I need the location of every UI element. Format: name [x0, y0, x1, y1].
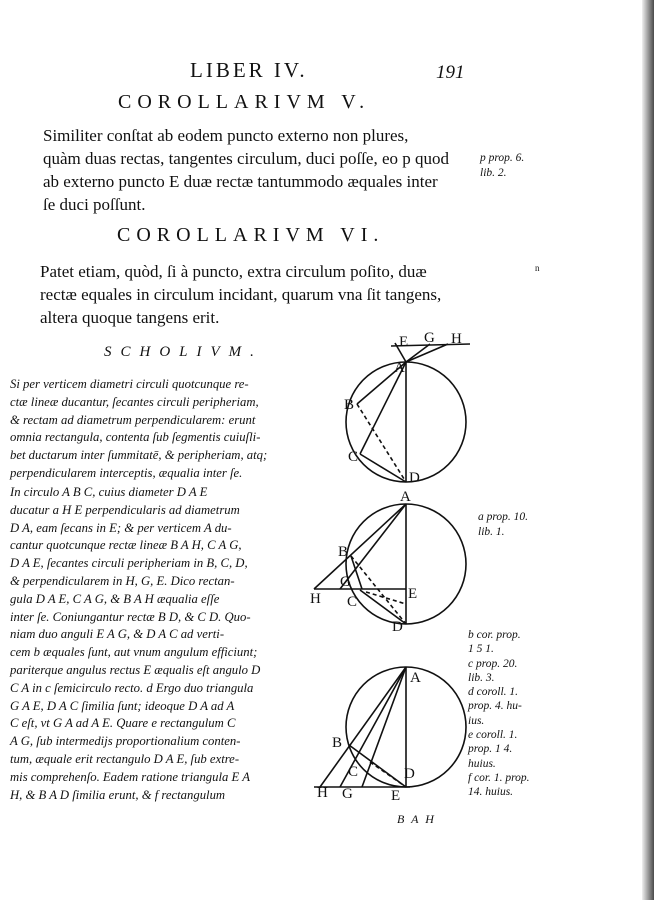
margin-line: prop. 1 4.: [468, 743, 513, 756]
figure-2: [314, 504, 466, 624]
margin-line: ius.: [468, 714, 485, 727]
text-line: inter ſe. Coniungantur rectæ B D, & C D. Quo-: [10, 609, 251, 624]
margin-line: lib. 2.: [480, 167, 507, 179]
fig2-label-a: A: [400, 489, 411, 505]
text-line: cantur quotcunque rectæ lineæ B A H, C A G,: [10, 538, 242, 553]
figure-1: [346, 343, 470, 482]
text-line: Patet etiam, quòd, ſi à puncto, extra circulum poſito, duæ: [40, 262, 427, 281]
text-line: perpendicularem interceptis, æqualia inter ſe.: [10, 465, 243, 480]
text-line: Si per verticem diametri circuli quotcunque re-: [10, 377, 249, 391]
fig3-label-b: B: [332, 735, 343, 751]
margin-line: f cor. 1. prop.: [468, 771, 530, 784]
text-line: omnia rectangula, contenta ſub ſegmentis cuiuſli-: [10, 430, 261, 445]
fig1-label-e: E: [399, 334, 409, 350]
margin-line: d coroll. 1.: [468, 686, 519, 699]
text-line: Similiter conſtat ab eodem puncto externo non plures,: [43, 126, 409, 145]
text-line: mis comprehenſo. Eadem ratione triangula E A: [10, 769, 250, 784]
text-line: D A, eam ſecans in E; & per verticem A du-: [10, 520, 232, 535]
fig2-label-b: B: [338, 544, 349, 560]
margin-line: prop. 4. hu-: [468, 700, 522, 713]
fig2-label-h: H: [310, 591, 321, 607]
fig1-label-h: H: [451, 331, 462, 347]
geometry-figures: [300, 320, 480, 820]
text-line: cem b æquales ſunt, aut vnum angulum efficiunt;: [10, 645, 258, 660]
text-line: ducatur a H E perpendicularis ad diametrum: [10, 502, 240, 517]
fig2-label-d: D: [392, 619, 403, 635]
fig3-label-g: G: [342, 786, 353, 802]
text-line: pariterque angulus rectus E æqualis eſt angulo D: [10, 662, 261, 677]
stray-mark: n: [535, 263, 540, 273]
margin-line: 14. huius.: [468, 786, 514, 799]
margin-note-a: [478, 510, 528, 540]
text-line: C eſt, vt G A ad A E. Quare e rectangulum C: [10, 716, 236, 731]
margin-line: lib. 1.: [478, 526, 505, 538]
margin-line: 1 5 1.: [468, 643, 494, 656]
fig1-label-d: D: [409, 470, 420, 486]
text-line: H, & B A D ſimilia erunt, & f rectangulum: [10, 787, 226, 802]
text-line: altera quoque tangens erit.: [40, 308, 220, 327]
margin-note-p: [480, 151, 524, 181]
margin-line: c prop. 20.: [468, 657, 518, 670]
text-line: bet ductarum inter ſummitatē, & peripheriam, atq;: [10, 448, 268, 463]
corollary-5-text: [43, 124, 449, 216]
text-line: C A in c ſemicirculo recto. d Ergo duo triangula: [10, 680, 254, 695]
page-number: 191: [436, 62, 465, 83]
corollary-5-heading: COROLLARIVM V.: [118, 91, 371, 113]
fig1-label-c: C: [348, 449, 359, 465]
fig2-label-e: E: [408, 586, 418, 602]
margin-line: huius.: [468, 757, 496, 770]
text-line: D A E, ſecantes circuli peripheriam in B, C, D,: [10, 556, 248, 571]
text-line: tum, æquale erit rectangulo D A E, ſub extre-: [10, 751, 240, 766]
running-head: LIBER IV.: [190, 58, 308, 82]
figure-3: [314, 667, 466, 787]
text-line: gula D A E, C A G, & B A H æqualia eſſe: [10, 591, 220, 606]
scholium-proof: [10, 484, 260, 804]
text-line: quàm duas rectas, tangentes circulum, duci poſſe, eo p quod: [43, 149, 449, 168]
text-line: ctæ lineæ ducantur, ſecantes circuli peripheriam,: [10, 394, 259, 409]
text-line: In circulo A B C, cuius diameter D A E: [10, 485, 208, 499]
fig1-label-a: A: [394, 360, 405, 376]
fig3-label-d: D: [404, 766, 415, 782]
margin-line: a prop. 10.: [478, 511, 529, 523]
fig2-label-g: G: [340, 574, 351, 590]
text-line: & rectam ad diametrum perpendicularem: erunt: [10, 412, 256, 427]
text-line: rectæ equales in circulum incidant, quarum vna ſit tangens,: [40, 285, 442, 304]
fig3-label-e: E: [391, 788, 401, 804]
fig3-label-a: A: [410, 670, 421, 686]
figure-caption: B A H: [397, 812, 436, 826]
text-line: ab externo puncto E duæ rectæ tantummodo æquales inter: [43, 172, 438, 191]
text-line: & perpendicularem in H, G, E. Dico rectan-: [10, 573, 235, 588]
scholium-proposition: [10, 376, 267, 483]
fig2-label-c: C: [347, 594, 358, 610]
fig3-label-h: H: [317, 785, 328, 801]
text-line: ſe duci poſſunt.: [43, 195, 146, 214]
fig3-label-c: C: [348, 764, 359, 780]
text-line: G A E, D A C ſimilia ſunt; ideoque D A ad A: [10, 698, 235, 713]
corollary-6-heading: COROLLARIVM VI.: [117, 224, 385, 246]
scholium-heading: SCHOLIVM.: [104, 344, 263, 360]
margin-line: lib. 3.: [468, 671, 495, 684]
fig1-label-g: G: [424, 330, 435, 346]
margin-line: p prop. 6.: [480, 152, 525, 164]
corollary-6-text: [40, 260, 441, 329]
page-edge-shadow: [642, 0, 654, 900]
margin-line: b cor. prop.: [468, 629, 521, 641]
text-line: niam duo anguli E A G, & D A C ad verti-: [10, 627, 225, 642]
margin-line: e coroll. 1.: [468, 729, 518, 742]
fig1-label-b: B: [344, 397, 355, 413]
text-line: A G, ſub intermedijs proportionalium conten-: [10, 734, 241, 749]
